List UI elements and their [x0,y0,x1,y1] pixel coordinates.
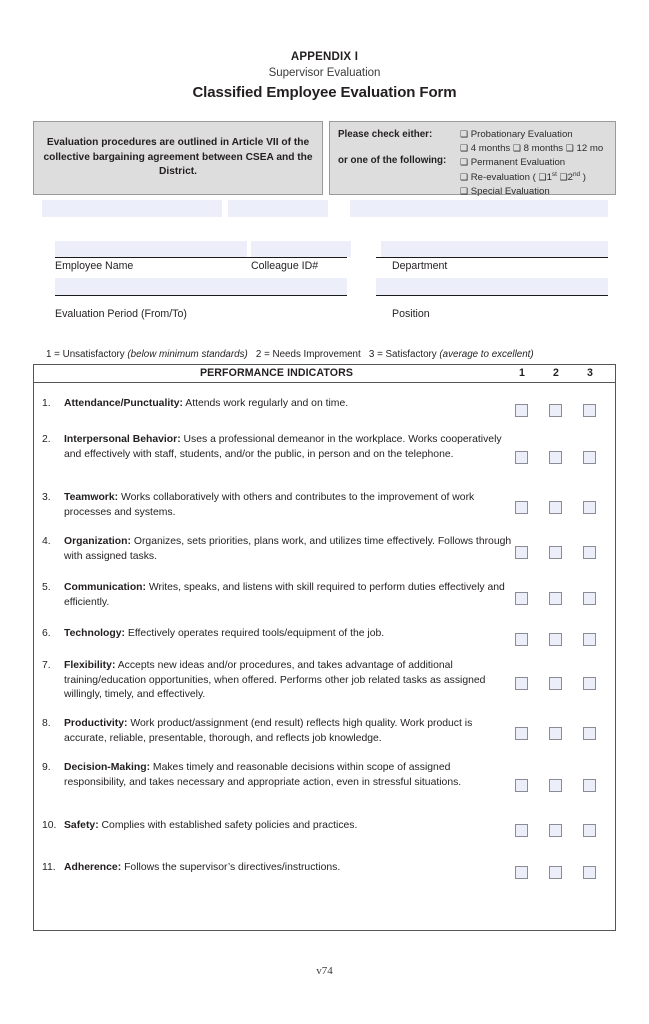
rating-checkbox-item-4-score-1[interactable] [515,546,528,559]
row-term: Organization [64,536,128,547]
row-term: Decision-Making [64,762,147,773]
scale-item-2: 2 = Needs Improvement [255,349,361,360]
row-description-text: Uses a professional demeanor in the workplace. Works cooperatively and effectively with staff, students, and/or the public, in person and on the telephone. [64,434,502,460]
row-description-text: Complies with established safety policies and practices. [98,820,358,831]
row-term-colon: : [117,862,122,873]
rating-checkbox-item-1-score-2[interactable] [549,404,562,417]
appendix-label: APPENDIX I [290,51,359,63]
rating-checkbox-item-2-score-2[interactable] [549,451,562,464]
rating-checkbox-item-2-score-3[interactable] [583,451,596,464]
rating-checkbox-item-1-score-3[interactable] [583,404,596,417]
row-term-colon: : [177,434,181,445]
rating-checkbox-item-8-score-3[interactable] [583,727,596,740]
row-description [64,397,512,412]
performance-indicators-table [33,364,616,931]
rating-checkbox-item-11-score-3[interactable] [583,866,596,879]
row-description [64,717,512,746]
rating-checkbox-item-2-score-1[interactable] [515,451,528,464]
department-label: Department [392,260,448,272]
evaluation-period-rule [55,278,347,296]
rating-checkbox-item-6-score-3[interactable] [583,633,596,646]
row-number: 9. [42,762,51,773]
table-header-rating-1: 1 [519,367,525,379]
evaluation-type-panel [329,121,616,195]
row-term: Communication [64,582,143,593]
row-description [64,535,512,564]
row-description [64,627,512,642]
table-header-title: PERFORMANCE INDICATORS [199,367,354,379]
row-description-text: Effectively operates required tools/equipment of the job. [125,628,385,639]
rating-checkbox-item-1-score-1[interactable] [515,404,528,417]
rating-checkbox-item-9-score-3[interactable] [583,779,596,792]
row-description [64,659,512,703]
checkbox-4months-icon[interactable]: ❑ [460,144,469,155]
position-label: Position [392,308,430,320]
row-description-text: Attends work regularly and on time. [182,398,349,409]
employee-name-label: Employee Name [55,260,134,272]
row-term: Teamwork [64,492,115,503]
rating-checkbox-item-10-score-2[interactable] [549,824,562,837]
department-rule [376,240,608,258]
option-permanent-evaluation[interactable] [460,156,615,170]
row-term-colon: : [127,536,131,547]
scale-item-1: 1 = Unsatisfactory [46,349,128,360]
row-description-text: Writes, speaks, and listens with skill required to perform duties effectively and efficiently. [64,582,505,608]
row-description-text: Follows the supervisor’s directives/instructions. [121,862,341,873]
row-description [64,491,512,520]
row-number: 11. [42,862,56,873]
row-number: 1. [42,398,51,409]
row-term-colon: : [95,820,99,831]
rating-checkbox-item-6-score-2[interactable] [549,633,562,646]
option-probationary-evaluation[interactable] [460,128,615,142]
row-number: 10. [42,820,57,831]
table-header-row [34,365,615,383]
rating-checkbox-item-7-score-2[interactable] [549,677,562,690]
row-term: Attendance/Punctuality [64,398,180,409]
rating-checkbox-item-9-score-1[interactable] [515,779,528,792]
option-reevaluation-label: Re-evaluation ( [470,171,536,183]
rating-checkbox-item-11-score-2[interactable] [549,866,562,879]
form-field-stray-1[interactable] [42,200,222,217]
form-field-stray-2[interactable] [228,200,328,217]
option-second-suffix: nd [572,170,581,178]
rating-checkbox-item-5-score-3[interactable] [583,592,596,605]
row-term-colon: : [146,762,151,773]
row-description-text: Works collaboratively with others and contributes to the improvement of work processes and systems. [64,492,475,518]
row-description [64,581,512,610]
rating-checkbox-item-8-score-1[interactable] [515,727,528,740]
row-description [64,819,512,834]
rating-checkbox-item-3-score-3[interactable] [583,501,596,514]
document-subtitle: Supervisor Evaluation [268,67,381,79]
option-second-label: 2 [567,171,573,183]
document-title: Classified Employee Evaluation Form [192,84,457,101]
row-description-text: Makes timely and reasonable decisions within scope of assigned responsibility, and takes necessary and appropriate action, even in stressful situations. [64,762,462,788]
rating-checkbox-item-3-score-2[interactable] [549,501,562,514]
row-number: 5. [42,582,51,593]
row-term: Safety [64,820,96,831]
rating-checkbox-item-4-score-2[interactable] [549,546,562,559]
checkbox-8months-icon[interactable]: ❑ [512,144,521,155]
rating-checkbox-item-11-score-1[interactable] [515,866,528,879]
notice-panel-text: Evaluation procedures are outlined in Article VII of the collective bargaining agreement between CSEA and the District. [43,137,313,178]
colleague-id-label: Colleague ID# [251,260,319,272]
page-footer: v74 [316,965,333,977]
table-header-rating-2: 2 [553,367,559,379]
label-spacer [338,141,460,154]
row-term: Technology [64,628,122,639]
row-term: Productivity [64,718,125,729]
position-rule [376,278,608,296]
rating-checkbox-item-10-score-3[interactable] [583,824,596,837]
option-4months-label: 4 months [470,143,511,155]
row-number: 8. [42,718,51,729]
check-oneof-label: or one of the following: [338,155,447,167]
rating-checkbox-item-7-score-3[interactable] [583,677,596,690]
row-description [64,433,512,462]
row-number: 2. [42,434,51,445]
row-description-text: Organizes, sets priorities, plans work, and utilizes time effectively. Follows through with assigned tasks. [64,536,512,562]
checkbox-first-icon[interactable]: ❑ [538,172,547,183]
row-term-colon: : [142,582,146,593]
option-8months-label: 8 months [523,143,564,155]
row-term-colon: : [121,628,126,639]
page-title [0,50,649,104]
row-term: Flexibility [64,660,112,671]
row-term-colon: : [124,718,128,729]
notice-panel [33,121,323,195]
rating-checkbox-item-7-score-1[interactable] [515,677,528,690]
table-header-rating-3: 3 [587,367,593,379]
rating-checkbox-item-8-score-2[interactable] [549,727,562,740]
scale-item-3: 3 = Satisfactory [368,349,440,360]
checkbox-probationary-icon[interactable]: ❑ [460,130,469,140]
row-term: Interpersonal Behavior [64,434,178,445]
row-number: 7. [42,660,51,671]
option-12mo-label: 12 mo [576,143,604,155]
row-term: Adherence [64,862,118,873]
checkbox-special-icon[interactable]: ❑ [460,186,469,197]
rating-checkbox-item-5-score-1[interactable] [515,592,528,605]
rating-checkbox-item-3-score-1[interactable] [515,501,528,514]
row-number: 3. [42,492,51,503]
scale-item-1-note: (below minimum standards) [127,349,248,360]
rating-scale-legend [46,349,606,360]
checkbox-reevaluation-icon[interactable]: ❑ [460,172,469,183]
option-re-evaluation[interactable] [460,171,615,185]
option-months-group[interactable] [460,142,615,156]
row-description [64,861,512,876]
row-description [64,761,512,790]
row-description-text: Work product/assignment (end result) reflects high quality. Work product is accurate, reliable, presentable, thorough, and reflects job knowledge. [64,718,473,744]
row-term-colon: : [111,660,116,671]
option-first-suffix: st [551,170,557,178]
row-number: 4. [42,536,51,547]
row-description-text: Accepts new ideas and/or procedures, and takes advantage of additional training/education opportunities, when offered. Performs other job related tasks as assigned willingly, timely, and effectively. [64,660,486,701]
option-probationary-label: Probationary Evaluation [470,129,573,140]
rating-checkbox-item-10-score-1[interactable] [515,824,528,837]
employee-name-rule [55,240,347,258]
form-field-stray-3[interactable] [350,200,608,217]
check-either-label: Please check either: [338,129,433,140]
option-special-label: Special Evaluation [470,185,550,197]
checkbox-12mo-icon[interactable]: ❑ [565,144,574,155]
rating-checkbox-item-4-score-3[interactable] [583,546,596,559]
checkbox-second-icon[interactable]: ❑ [559,172,568,183]
scale-item-3-note: (average to excellent) [439,349,534,360]
rating-checkbox-item-9-score-2[interactable] [549,779,562,792]
row-term-colon: : [114,492,119,503]
checkbox-permanent-icon[interactable]: ❑ [460,158,469,169]
option-first-label: 1 [546,171,552,183]
option-special-evaluation[interactable] [460,185,615,199]
option-reevaluation-close-paren: ) [582,171,586,183]
option-permanent-label: Permanent Evaluation [470,157,566,169]
row-term-colon: : [179,398,183,409]
rating-checkbox-item-6-score-1[interactable] [515,633,528,646]
row-number: 6. [42,628,51,639]
evaluation-period-label: Evaluation Period (From/To) [55,308,187,320]
rating-checkbox-item-5-score-2[interactable] [549,592,562,605]
